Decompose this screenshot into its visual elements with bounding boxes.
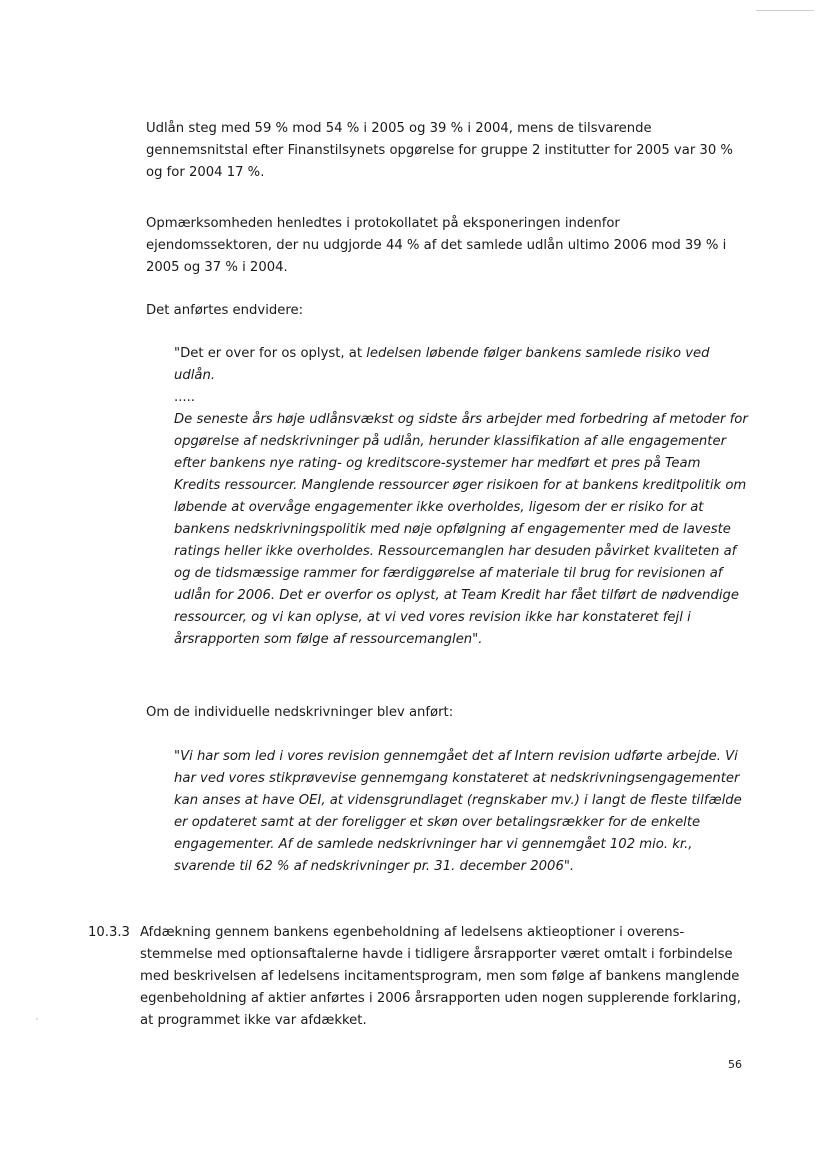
page-number: 56 (728, 1058, 742, 1071)
quote-writedowns-review: "Vi har som led i vores revision gennemgået det af Intern revision udførte arbejde. Vi har ved vores stikprøvevise gennemgang konstateret at nedskrivningsengagementer kan anses at have OEI, at vidensgrundlaget (regnskaber mv.) i langt de fleste tilfælde er opdateret samt at der foreligger et skøn over betalingsrækker for de enkelte engagementer. Af de samlede nedskrivninger har vi gennemgået 102 mio. kr., svarende til 62 % af nedskrivninger pr. 31. december 2006". (174, 749, 742, 874)
quote-body: De seneste års høje udlånsvækst og sidste års arbejder med forbedring af metoder for opgørelse af nedskrivninger på udlån, herunder klassifikation af alle engagementer efter bankens nye rating- og kreditscore-systemer har medført et pres på Team Kredits ressourcer. Manglende ressourcer øger risikoen for at bankens kreditpolitik om løbende at overvåge engagementer ikke overholdes, ligesom der er risiko for at bankens nedskrivningspolitik med nøje opfølgning af engagementer med de laveste ratings heller ikke overholdes. Ressourcemanglen har desuden påvirket kvaliteten af og de tidsmæssige rammer for færdiggørelse af materiale til brug for revisionen af udlån for 2006. Det er overfor os oplyst, at Team Kredit har fået tilført de nødvendige ressourcer, og vi kan oplyse, at vi ved vores revision ikke har konstateret fejl i årsrapporten som følge af ressourcemanglen". (174, 412, 748, 647)
scan-edge-mark (756, 10, 814, 11)
scan-speck (36, 1018, 38, 1020)
section-10-3-3 (88, 922, 748, 1032)
section-first-line: Afdækning gennem bankens egenbeholdning af ledelsens aktieoptioner i overens- (140, 925, 685, 940)
paragraph-further-stated: Det anførtes endvidere: (146, 303, 304, 318)
quote-audit-risk (174, 343, 748, 651)
quote-lead-italic: ledelsen løbende følger bankens samlede risiko ved udlån. (174, 346, 710, 383)
section-body: stemmelse med optionsaftalerne havde i tidligere årsrapporter været omtalt i forbindelse med beskrivelsen af ledelsens incitamentsprogram, men som følge af bankens manglende egenbeholdning af aktier anførtes i 2006 årsrapporten uden nogen supplerende forklaring, at programmet ikke var afdækket. (140, 947, 741, 1028)
section-number: 10.3.3 (88, 925, 130, 940)
quote-ellipsis: ..... (174, 390, 195, 405)
paragraph-individual-writedowns: Om de individuelle nedskrivninger blev anført: (146, 705, 454, 720)
quote-lead: "Det er over for os oplyst, at (174, 346, 367, 361)
paragraph-real-estate-exposure: Opmærksomheden henledtes i protokollatet på eksponeringen indenfor ejendomssektoren, der nu udgjorde 44 % af det samlede udlån ultimo 2006 mod 39 % i 2005 og 37 % i 2004. (146, 216, 727, 275)
paragraph-lending-growth: Udlån steg med 59 % mod 54 % i 2005 og 39 % i 2004, mens de tilsvarende gennemsnitstal efter Finanstilsynets opgørelse for gruppe 2 institutter for 2005 var 30 % og for 2004 17 %. (146, 121, 733, 180)
